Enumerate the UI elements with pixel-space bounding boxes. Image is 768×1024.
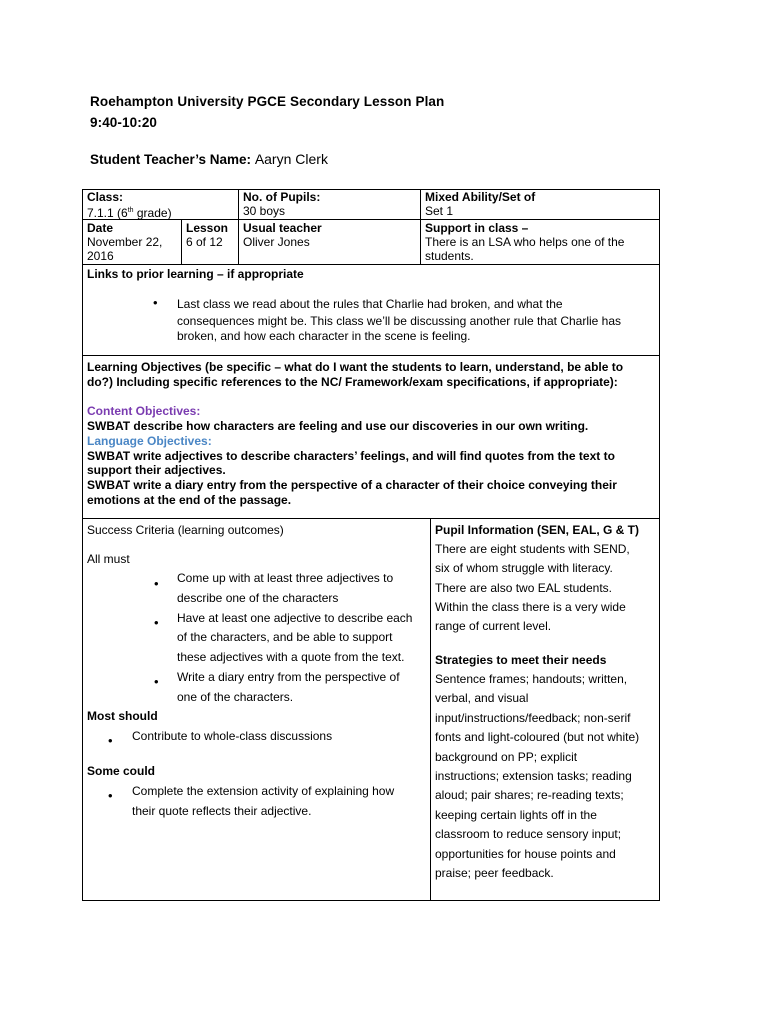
ability-cell — [420, 190, 659, 218]
usual-teacher-cell — [238, 221, 420, 249]
bullet-icon: • — [108, 733, 113, 748]
class-value: 7.1.1 (6th grade) — [87, 206, 172, 220]
strategies-line: instructions; extension tasks; reading — [435, 769, 632, 783]
bullet-icon: • — [154, 674, 159, 689]
must-item-1-line1: Come up with at least three adjectives to — [177, 571, 394, 585]
class-label: Class: — [87, 190, 124, 204]
usual-teacher-value: Oliver Jones — [243, 235, 310, 249]
must-item-2-line1: Have at least one adjective to describe each — [177, 611, 413, 625]
support-label: Support in class – — [425, 221, 529, 235]
ability-value: Set 1 — [425, 204, 454, 218]
strategies-heading: Strategies to meet their needs — [435, 653, 607, 667]
pupil-info-line: Within the class there is a very wide — [435, 600, 626, 614]
strategies-line: Sentence frames; handouts; written, — [435, 672, 628, 686]
pupil-info-line: range of current level. — [435, 619, 552, 633]
pupil-info-line: There are also two EAL students. — [435, 581, 612, 595]
strategies-line: aloud; pair shares; re-reading texts; — [435, 788, 624, 802]
some-could-label: Some could — [87, 764, 156, 778]
strategies-line: background on PP; explicit — [435, 750, 578, 764]
strategies-line: classroom to reduce sensory input; — [435, 827, 622, 841]
language-objective-1-line2: support their adjectives. — [87, 463, 226, 477]
should-item: Contribute to whole-class discussions — [132, 729, 333, 743]
pupils-value: 30 boys — [243, 204, 286, 218]
student-teacher-label: Student Teacher’s Name: — [90, 152, 252, 167]
bullet-icon: • — [153, 295, 158, 310]
language-objectives-label: Language Objectives: — [87, 434, 212, 448]
all-must-label: All must — [87, 552, 130, 566]
support-value-line2: students. — [425, 249, 474, 263]
must-item-1-line2: describe one of the characters — [177, 591, 339, 605]
bullet-icon: • — [154, 615, 159, 630]
lesson-value: 6 of 12 — [186, 235, 223, 249]
objectives-heading-line2: do?) Including specific references to the NC/ Framework/exam specifications, if appropriate): — [87, 375, 618, 389]
must-item-2-line3: these adjectives with a quote from the text. — [177, 650, 405, 664]
content-objectives-text: SWBAT describe how characters are feeling and use our discoveries in our own writing. — [87, 419, 589, 433]
lesson-cell — [181, 221, 238, 249]
date-value-line1: November 22, — [87, 235, 163, 249]
class-cell — [82, 190, 238, 220]
language-objective-1-line1: SWBAT write adjectives to describe characters’ feelings, and will find quotes from the text to — [87, 449, 615, 463]
content-objectives-label: Content Objectives: — [87, 404, 201, 418]
most-should-label: Most should — [87, 709, 158, 723]
strategies-line: input/instructions/feedback; non-serif — [435, 711, 631, 725]
pupil-info-line: There are eight students with SEND, — [435, 542, 630, 556]
pupils-label: No. of Pupils: — [243, 190, 321, 204]
usual-teacher-label: Usual teacher — [243, 221, 322, 235]
must-item-2-line2: of the characters, and be able to support — [177, 630, 393, 644]
student-teacher-line — [90, 151, 328, 167]
pupil-information-heading: Pupil Information (SEN, EAL, G & T) — [435, 523, 639, 537]
pupils-cell — [238, 190, 420, 218]
date-value-line2: 2016 — [87, 249, 114, 263]
date-cell — [82, 221, 181, 263]
could-item-line1: Complete the extension activity of explaining how — [132, 784, 395, 798]
lesson-label: Lesson — [186, 221, 229, 235]
lesson-time: 9:40-10:20 — [90, 115, 158, 130]
language-objective-2-line1: SWBAT write a diary entry from the perspective of a character of their choice conveying their — [87, 478, 617, 492]
bullet-icon: • — [154, 576, 159, 591]
strategies-line: praise; peer feedback. — [435, 866, 554, 880]
support-cell — [420, 221, 659, 263]
pupil-info-line: six of whom struggle with literacy. — [435, 561, 613, 575]
date-label: Date — [87, 221, 114, 235]
strategies-line: fonts and light-coloured (but not white) — [435, 730, 640, 744]
student-teacher-name: Aaryn Clerk — [254, 151, 328, 167]
prior-learning-line1: Last class we read about the rules that Charlie had broken, and what the — [177, 297, 563, 311]
could-item-line2: their quote reflects their adjective. — [132, 804, 312, 818]
ability-label: Mixed Ability/Set of — [425, 190, 536, 204]
strategies-line: opportunities for house points and — [435, 847, 616, 861]
bullet-icon: • — [108, 788, 113, 803]
document-title: Roehampton University PGCE Secondary Lesson Plan — [90, 94, 445, 109]
must-item-3-line1: Write a diary entry from the perspective of — [177, 670, 400, 684]
strategies-line: verbal, and visual — [435, 691, 529, 705]
must-item-3-line2: one of the characters. — [177, 690, 294, 704]
language-objective-2-line2: emotions at the end of the passage. — [87, 493, 292, 507]
prior-learning-line2: consequences might be. This class we’ll be discussing another rule that Charlie has — [177, 314, 622, 328]
success-criteria-heading: Success Criteria (learning outcomes) — [87, 523, 284, 537]
prior-learning-label: Links to prior learning – if appropriate — [87, 267, 304, 281]
prior-learning-line3: broken, and how each character in the scene is feeling. — [177, 329, 471, 343]
support-value-line1: There is an LSA who helps one of the — [425, 235, 625, 249]
objectives-heading-line1: Learning Objectives (be specific – what do I want the students to learn, understand, be able to — [87, 360, 624, 374]
strategies-line: keeping certain lights off in the — [435, 808, 597, 822]
